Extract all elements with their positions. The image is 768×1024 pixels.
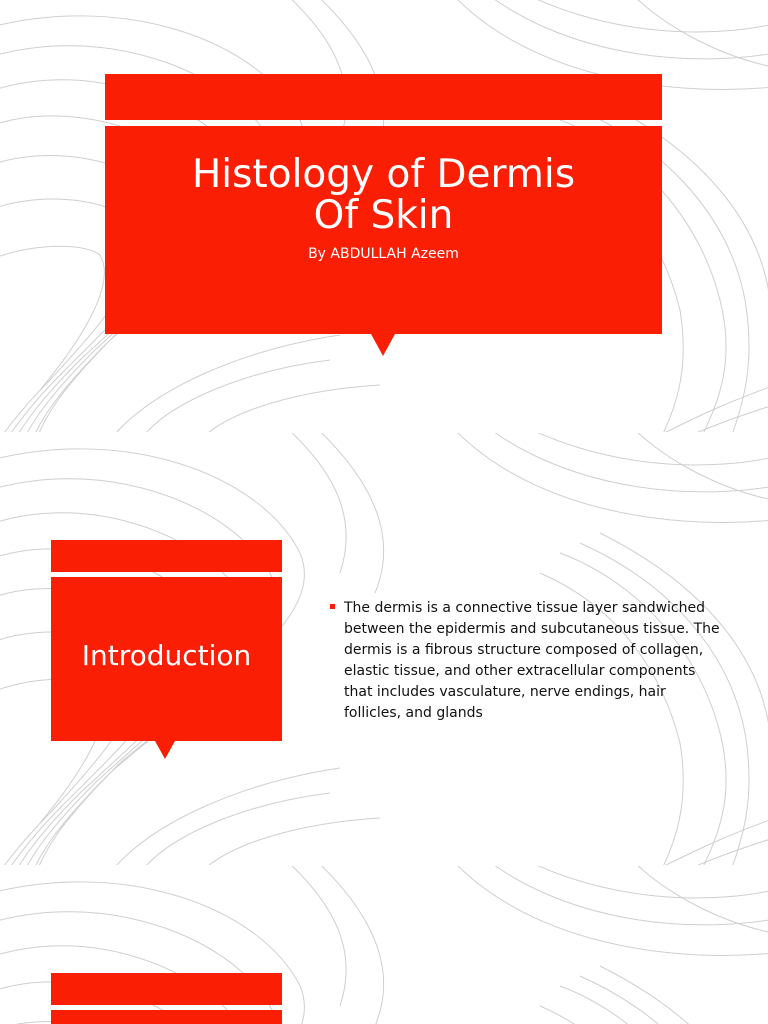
bullet-square-icon: [330, 604, 335, 609]
presentation-title: Histology of Dermis Of Skin: [191, 152, 576, 238]
title-banner-pointer: [371, 334, 395, 356]
next-slide-partial: [0, 866, 768, 1024]
title-slide: [0, 0, 768, 432]
bullet-item: [328, 598, 720, 724]
section-banner: [51, 1010, 282, 1024]
section-banner-pointer: [155, 741, 175, 759]
bullet-list: [328, 598, 720, 724]
section-title: Introduction: [81, 639, 252, 672]
section-banner-top-strip: [51, 540, 282, 572]
title-banner-top-strip: [105, 74, 662, 120]
section-banner-top-strip: [51, 973, 282, 1005]
author-byline: By ABDULLAH Azeem: [308, 246, 459, 262]
bullet-text: The dermis is a connective tissue layer sandwiched between the epidermis and subcutaneous tissue. The dermis is a fibrous structure composed of collagen, elastic tissue, and other extracellular components that includes vasculature, nerve endings, hair follicles, and glands: [344, 600, 720, 721]
introduction-slide: [0, 433, 768, 865]
